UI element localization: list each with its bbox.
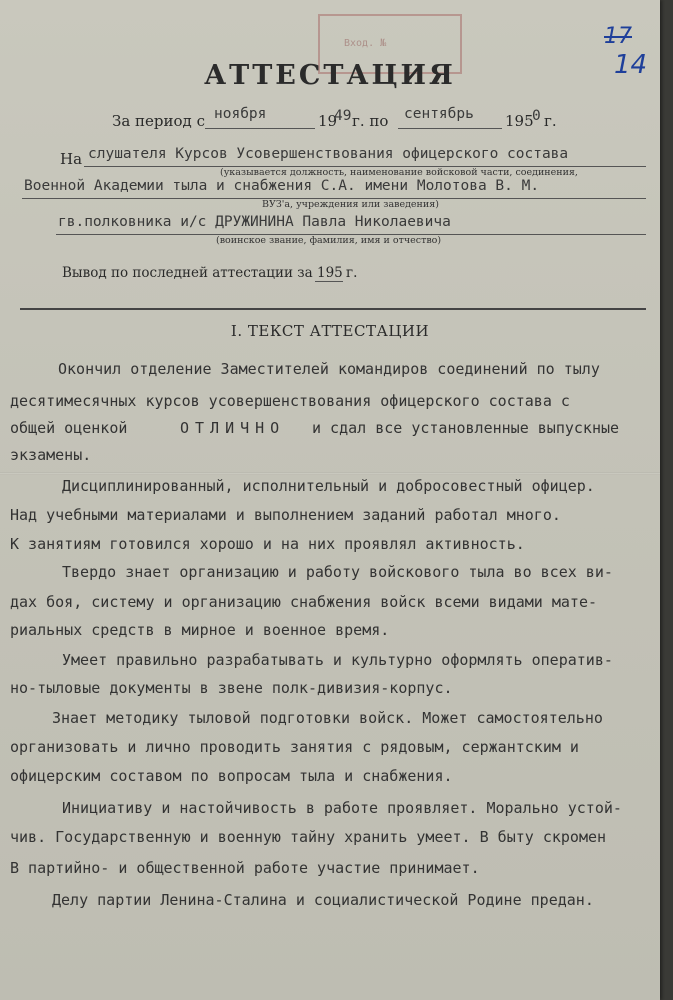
on-label: На <box>60 150 83 168</box>
period-to-suffix: г. <box>544 112 557 130</box>
body-line: Делу партии Ленина-Сталина и социалистической Родине предан. <box>52 891 594 909</box>
line2-note: ВУЗ'а, учреждения или заведения) <box>262 199 439 210</box>
document-title: АТТЕСТАЦИЯ <box>204 60 456 91</box>
body-line: Окончил отделение Заместителей командиров соединений по тылу <box>58 360 600 378</box>
body-line: Дисциплинированный, исполнительный и добросовестный офицер. <box>62 477 595 495</box>
conclusion-suffix: г. <box>346 265 358 281</box>
body-line: Инициативу и настойчивость в работе проявляет. Морально устой- <box>62 799 622 817</box>
period-to-month: сентябрь <box>404 106 474 122</box>
body-line: организовать и лично проводить занятия с рядовым, сержантским и <box>10 738 579 756</box>
body-line: и сдал все установленные выпускные <box>312 419 620 437</box>
body-line: Над учебными материалами и выполнением заданий работал много. <box>10 506 561 524</box>
attestee-position-line1: слушателя Курсов Усовершенствования офицерского состава <box>88 146 569 162</box>
folio-number-crossed: 17 <box>604 24 632 49</box>
body-line: экзамены. <box>10 446 92 464</box>
attestee-name: гв.полковника и/с ДРУЖИНИНА Павла Николаевича <box>58 214 451 230</box>
period-to-rule <box>398 128 502 129</box>
body-line: риальных средств в мирное и военное время. <box>10 621 390 639</box>
period-to-year-printed: 195 <box>505 112 534 130</box>
body-line: офицерским составом по вопросам тыла и снабжения. <box>10 767 453 785</box>
body-line: чив. Государственную и военную тайну хранить умеет. В быту скромен <box>10 828 607 846</box>
paper-fold <box>0 472 660 475</box>
body-line: десятимесячных курсов усовершенствования офицерского состава с <box>10 392 570 410</box>
period-from-year-printed: 19 <box>318 112 338 130</box>
body-line: но-тыловые документы в звене полк-дивизия-корпус. <box>10 679 453 697</box>
body-line: К занятиям готовился хорошо и на них проявлял активность. <box>10 535 525 553</box>
line3-note: (воинское звание, фамилия, имя и отчество) <box>216 235 442 246</box>
body-line: дах боя, систему и организацию снабжения войск всеми видами мате- <box>10 593 597 611</box>
period-year-suffix: г. по <box>352 112 389 130</box>
body-line: Умеет правильно разрабатывать и культурно оформлять оператив- <box>62 651 613 669</box>
attestee-position-line2: Военной Академии тыла и снабжения С.А. имени Молотова В. М. <box>24 178 540 194</box>
conclusion-label: Вывод по последней аттестации за 195 <box>62 265 343 281</box>
body-line: общей оценкой <box>10 419 128 437</box>
folio-number: 14 <box>614 50 648 80</box>
grade-excellent: ОТЛИЧНО <box>180 419 286 437</box>
body-line: Твердо знает организацию и работу войскового тыла во всех ви- <box>62 563 613 581</box>
header-separator <box>20 308 646 310</box>
stamp-label: Вход. № <box>344 38 387 49</box>
period-to-year-typed: 0 <box>532 108 541 124</box>
period-from-year-typed: 49 <box>334 108 352 124</box>
period-from-month: ноября <box>214 106 267 122</box>
period-from-rule <box>205 128 315 129</box>
body-line: Знает методику тыловой подготовки войск. Может самостоятельно <box>52 709 603 727</box>
conclusion-year-rule <box>315 281 343 282</box>
line1-note: (указывается должность, наименование войсковой части, соединения, <box>220 167 578 178</box>
section-title: I. ТЕКСТ АТТЕСТАЦИИ <box>230 322 430 340</box>
period-prefix: За период с <box>112 112 205 130</box>
body-line: В партийно- и общественной работе участие принимает. <box>10 859 480 877</box>
